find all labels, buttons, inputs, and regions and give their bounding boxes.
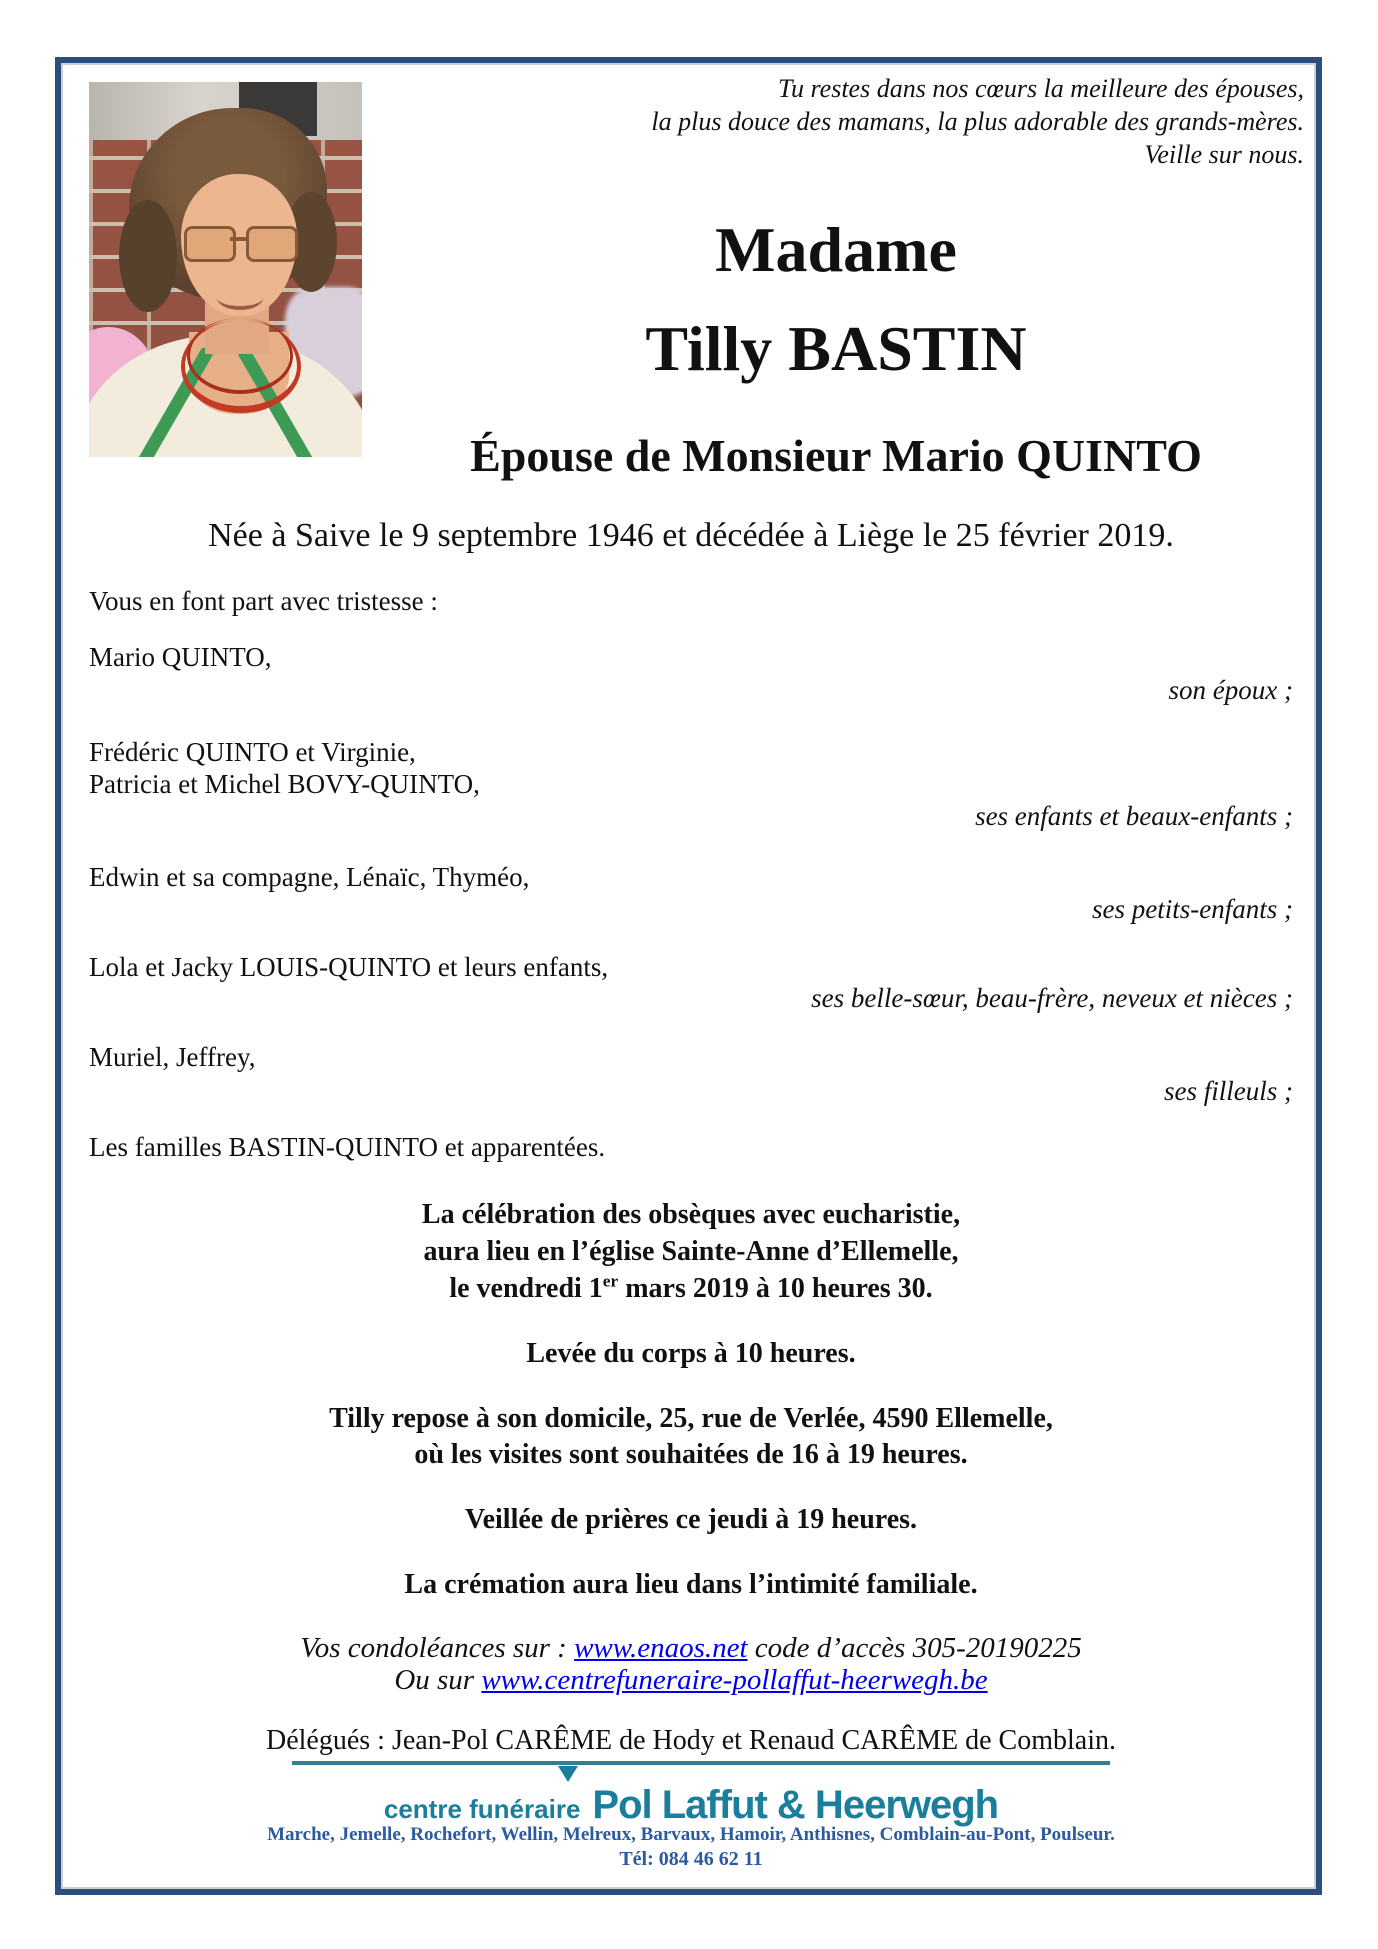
funeral-home-brand-name: Pol Laffut & Heerwegh (592, 1783, 999, 1827)
quote-line: la plus douce des mamans, la plus adorable des grands-mères. (651, 107, 1304, 136)
veillee-line: Veillée de prières ce jeudi à 19 heures. (464, 1504, 918, 1535)
relation-label: ses filleuls ; (1164, 1076, 1293, 1106)
relation-label: ses petits-enfants ; (1092, 894, 1293, 924)
relative-names: Frédéric QUINTO et Virginie, Patricia et Michel BOVY-QUINTO, (89, 737, 480, 799)
footer-divider (292, 1761, 1110, 1765)
enaos-link[interactable]: www.enaos.net (574, 1632, 748, 1664)
relation-label: ses enfants et beaux-enfants ; (975, 801, 1293, 831)
funeral-home-locations: Marche, Jemelle, Rochefort, Wellin, Melreux, Barvaux, Hamoir, Anthisnes, Comblain-au-Pont, Poulseur. (267, 1824, 1115, 1845)
repose-line-1: Tilly repose à son domicile, 25, rue de Verlée, 4590 Ellemelle, (329, 1403, 1053, 1434)
glasses (181, 174, 297, 316)
relation-label: ses belle-sœur, beau-frère, neveux et nièces ; (811, 983, 1293, 1013)
relative-names: Lola et Jacky LOUIS-QUINTO et leurs enfants, (89, 952, 609, 982)
portrait-photo (89, 82, 362, 457)
funeral-home-logo-triangle-icon (558, 1766, 578, 1782)
delegates-line: Délégués : Jean-Pol CARÊME de Hody et Renaud CARÊME de Comblain. (266, 1725, 1116, 1756)
repose-line-2: où les visites sont souhaitées de 16 à 19 heures. (414, 1439, 968, 1470)
relation-label: son époux ; (1168, 675, 1293, 705)
condolences-line-1: Vos condoléances sur : www.enaos.net code d’accès 305-20190225 (300, 1632, 1082, 1664)
families-closing: Les familles BASTIN-QUINTO et apparentées. (89, 1132, 606, 1162)
ceremony-line-1: La célébration des obsèques avec eucharistie, (421, 1199, 961, 1230)
relative-names: Edwin et sa compagne, Lénaïc, Thyméo, (89, 862, 530, 892)
deceased-name: Tilly BASTIN (645, 313, 1027, 384)
ceremony-line-3: le vendredi 1er mars 2019 à 10 heures 30. (449, 1271, 933, 1304)
spouse-line: Épouse de Monsieur Mario QUINTO (470, 430, 1202, 481)
funeral-home-site-link[interactable]: www.centrefuneraire-pollaffut-heerwegh.be (481, 1664, 988, 1696)
funeral-home-brand-small: centre funéraire (383, 1794, 581, 1824)
life-dates: Née à Saive le 9 septembre 1946 et décédée à Liège le 25 février 2019. (208, 517, 1174, 554)
intro-line: Vous en font part avec tristesse : (89, 586, 438, 616)
smile (217, 286, 263, 310)
opening-quote (500, 72, 1304, 171)
funeral-home-logo (89, 1783, 1293, 1828)
red-necklace (187, 318, 293, 394)
quote-line: Tu restes dans nos cœurs la meilleure des épouses, (778, 74, 1304, 103)
hair (119, 200, 177, 312)
relative-names: Muriel, Jeffrey, (89, 1042, 256, 1072)
condolences-line-2: Ou sur www.centrefuneraire-pollaffut-heerwegh.be (394, 1664, 988, 1696)
ceremony-line-2: aura lieu en l’église Sainte-Anne d’Ellemelle, (423, 1236, 959, 1267)
cremation-line: La crémation aura lieu dans l’intimité familiale. (404, 1569, 978, 1600)
quote-line: Veille sur nous. (1144, 140, 1304, 169)
salutation: Madame (715, 214, 957, 285)
funeral-home-phone: Tél: 084 46 62 11 (619, 1848, 763, 1870)
relative-names: Mario QUINTO, (89, 642, 272, 672)
levee-line: Levée du corps à 10 heures. (526, 1338, 856, 1369)
